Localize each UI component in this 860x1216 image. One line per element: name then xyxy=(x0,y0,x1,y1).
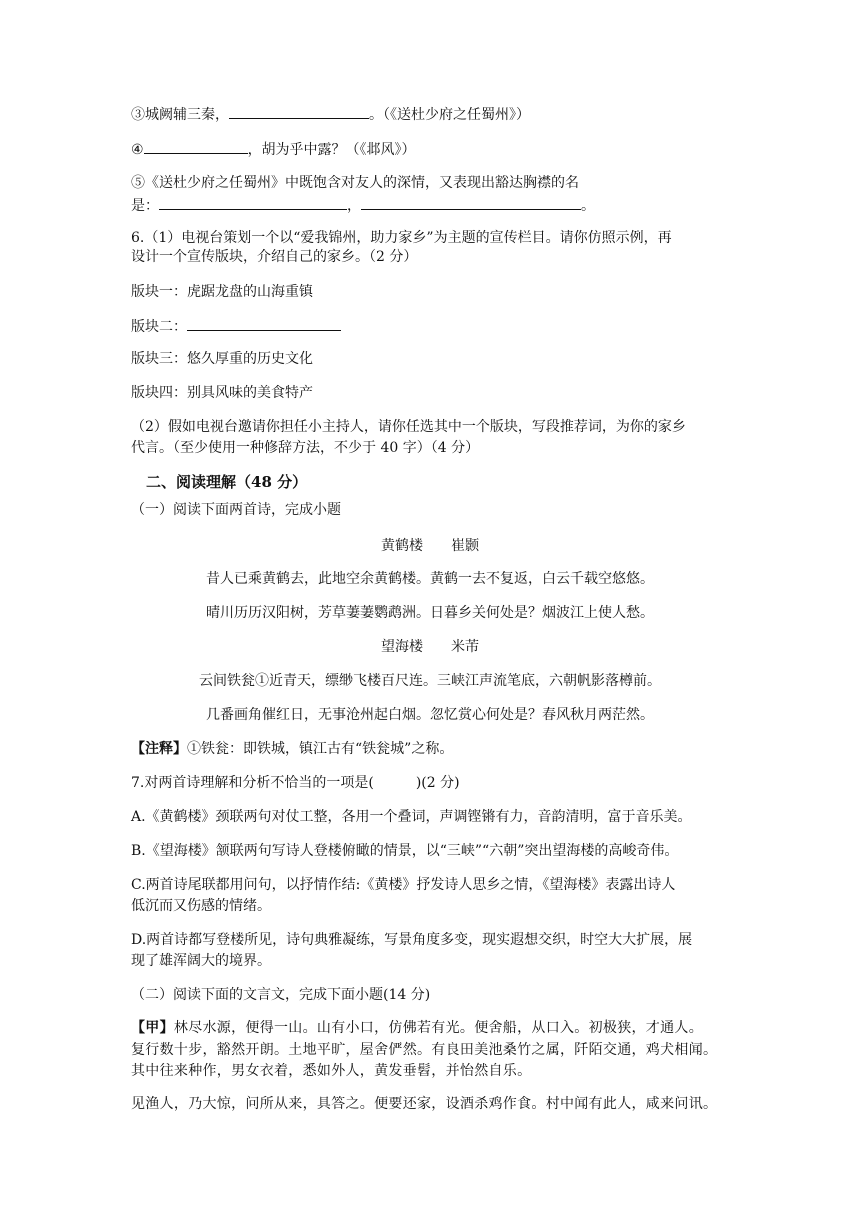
q5-item5-line1: ⑤《送杜少府之任蜀州》中既饱含对友人的深情，又表现出豁达胸襟的名 xyxy=(131,175,579,191)
poem1-line2: 晴川历历汉阳树，芳草萋萋鹦鹉洲。日暮乡关何处是？烟波江上使人愁。 xyxy=(206,605,654,621)
annotation-text: ①铁瓮：即铁城，镇江古有“铁瓮城”之称。 xyxy=(187,741,454,757)
q5-item3-suffix: 。（《送杜少府之任蜀州》） xyxy=(369,107,530,123)
poem2-line2: 几番画角催红日，无事沧州起白烟。忽忆赏心何处是？春风秋月两茫然。 xyxy=(206,707,654,723)
q6-block2 xyxy=(131,316,341,337)
poem1-line1: 昔人已乘黄鹤去，此地空余黄鹤楼。黄鹤一去不复返，白云千载空悠悠。 xyxy=(206,571,654,587)
q7-option-b: B.《望海楼》颔联两句写诗人登楼俯瞰的情景，以“三峡”“六朝”突出望海楼的高峻奇伟。 xyxy=(131,843,679,859)
q7-option-c-line2: 低沉而又伤感的情绪。 xyxy=(131,898,271,914)
answer-blank xyxy=(187,316,341,331)
poem-annotation xyxy=(131,739,453,759)
q6-block1: 版块一：虎踞龙盘的山海重镇 xyxy=(131,284,313,300)
q6-intro-line2: 设计一个宣传版块，介绍自己的家乡。（2 分） xyxy=(131,249,418,265)
subsection-1-title: （一）阅读下面两首诗，完成小题 xyxy=(131,502,341,518)
q6-part2-line2: 代言。（至少使用一种修辞方法，不少于 40 字）（4 分） xyxy=(131,440,480,456)
q5-item5-end: 。 xyxy=(581,198,595,214)
q5-item3 xyxy=(131,104,530,125)
poem1-title: 黄鹤楼 崔颢 xyxy=(381,538,479,554)
q7-option-a: A.《黄鹤楼》颈联两句对仗工整，各用一个叠词，声调铿锵有力，音韵清明，富于音乐美。 xyxy=(131,809,692,825)
poem2-title: 望海楼 米芾 xyxy=(381,639,479,655)
q7-stem: 7.对两首诗理解和分析不恰当的一项是( )(2 分) xyxy=(131,775,460,791)
section-heading: 二、阅读理解（48 分） xyxy=(146,473,308,491)
passage-jia-line4: 见渔人，乃大惊，问所从来，具答之。便要还家，设酒杀鸡作食。村中闻有此人，咸来问讯。 xyxy=(131,1096,718,1112)
poem2-line1: 云间铁瓮①近青天，缥缈飞楼百尺连。三峡江声流笔底，六朝帆影落樽前。 xyxy=(199,673,661,689)
answer-blank xyxy=(361,195,581,210)
answer-blank xyxy=(144,139,248,154)
answer-blank xyxy=(229,104,369,119)
q5-item5-line2 xyxy=(131,195,595,216)
q7-option-c-line1: C.两首诗尾联都用问句，以抒情作结:《黄楼》抒发诗人思乡之情，《望海楼》表露出诗人 xyxy=(131,877,676,893)
passage-jia-line1 xyxy=(131,1018,703,1038)
passage-jia-line3: 其中往来种作，男女衣着，悉如外人，黄发垂髫，并怡然自乐。 xyxy=(131,1063,532,1079)
q7-option-d-line2: 现了雄浑阔大的境界。 xyxy=(131,953,271,969)
q6-block4: 版块四：别具风味的美食特产 xyxy=(131,385,313,401)
annotation-label: 【注释】 xyxy=(131,741,187,757)
q6-part2-line1: （2）假如电视台邀请你担任小主持人，请你任选其中一个版块，写段推荐词，为你的家乡 xyxy=(131,419,686,435)
q5-item4 xyxy=(131,139,416,160)
q5-item3-prefix: ③城阙辅三秦， xyxy=(131,107,229,123)
q6-intro-line1: 6.（1）电视台策划一个以“爱我锦州，助力家乡”为主题的宣传栏目。请你仿照示例，再 xyxy=(131,230,672,246)
q6-block3: 版块三：悠久厚重的历史文化 xyxy=(131,351,313,367)
answer-blank xyxy=(159,195,347,210)
q7-option-d-line1: D.两首诗都写登楼所见，诗句典雅凝练，写景角度多变，现实遐想交织，时空大大扩展，展 xyxy=(131,932,693,948)
subsection-2-title: （二）阅读下面的文言文，完成下面小题(14 分) xyxy=(131,987,431,1003)
q5-item5-sep: ， xyxy=(347,198,361,214)
q5-item4-prefix: ④ xyxy=(131,142,144,158)
passage-jia-text1: 林尽水源，便得一山。山有小口，仿佛若有光。便舍船，从口入。初极狭，才通人。 xyxy=(173,1020,704,1036)
q5-item5-prefix: 是： xyxy=(131,198,159,214)
q5-item4-suffix: ，胡为乎中露？（《邶风》） xyxy=(247,142,416,158)
q6-block2-label: 版块二： xyxy=(131,319,187,335)
passage-jia-line2: 复行数十步，豁然开朗。土地平旷，屋舍俨然。有良田美池桑竹之属，阡陌交通，鸡犬相闻。 xyxy=(131,1042,718,1058)
passage-jia-label: 【甲】 xyxy=(131,1020,174,1036)
